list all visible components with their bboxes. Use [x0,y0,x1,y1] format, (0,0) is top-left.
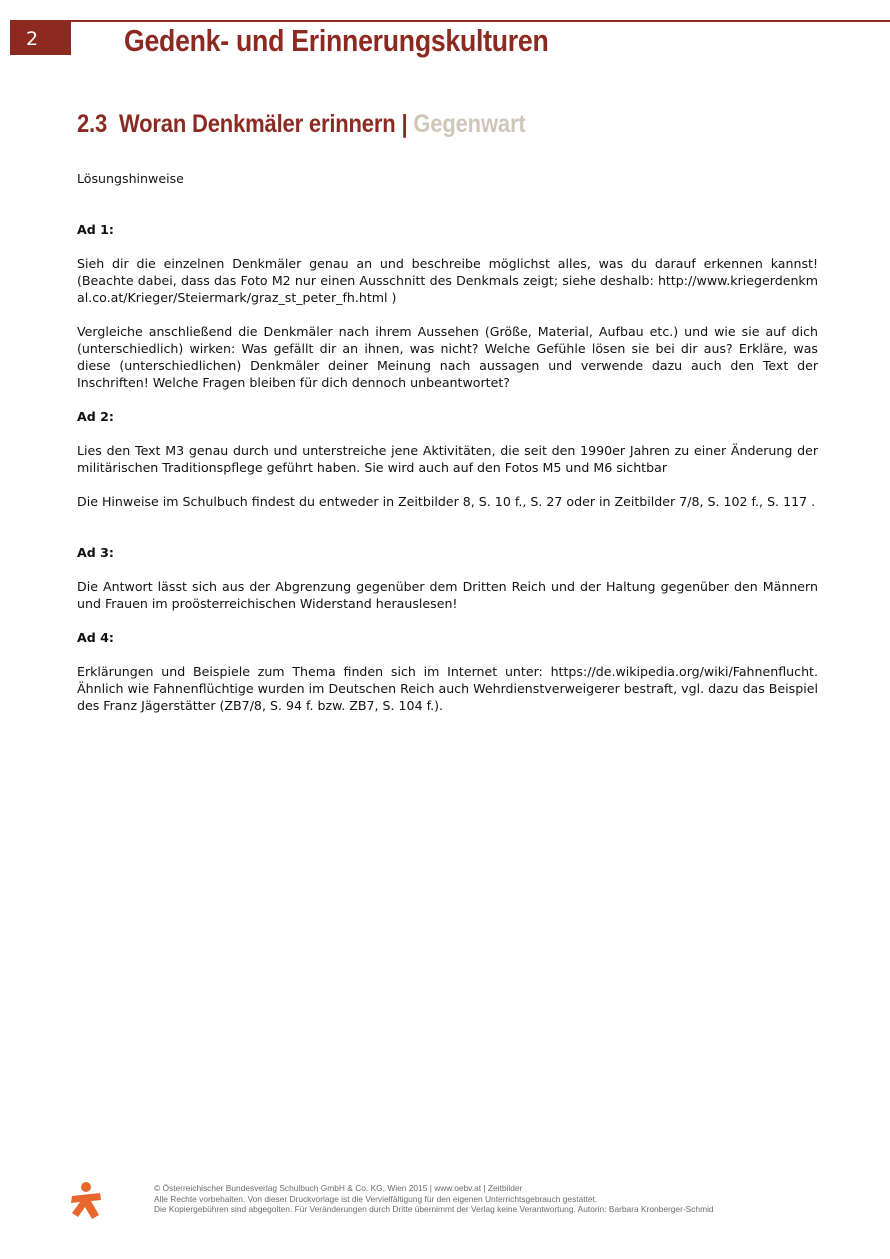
section-separator: | [401,110,408,138]
page-title: Gedenk- und Erinnerungskulturen [124,23,549,58]
footer-copyright [154,1183,714,1215]
section-subtitle: Gegenwart [413,110,526,138]
ad1-heading: Ad 1: [77,222,114,237]
page-number: 2 [10,22,71,55]
footer-line-2: Alle Rechte vorbehalten. Von dieser Druckvorlage ist die Vervielfältigung für den eigenen Unterrichtsgebrauch gestattet. [154,1193,598,1204]
ad2-paragraph-1: Lies den Text M3 genau durch und unterstreiche jene Aktivitäten, die seit den 1990er Jahren zu einer Änderung der militärischen Traditionspflege geführt haben. Sie wird auch auf den Fotos M5 und M6 sichtbar [77,443,818,475]
ad4-heading: Ad 4: [77,630,114,645]
ad2-paragraph-2: Die Hinweise im Schulbuch findest du entweder in Zeitbilder 8, S. 10 f., S. 27 oder in Zeitbilder 7/8, S. 102 f., S. 117 . [77,494,816,509]
ad3-paragraph-1: Die Antwort lässt sich aus der Abgrenzung gegenüber dem Dritten Reich und der Haltung gegenüber den Männern und Frauen im proösterreichischen Widerstand herauslesen! [77,579,818,611]
ad1-paragraph-2: Vergleiche anschließend die Denkmäler nach ihrem Aussehen (Größe, Material, Aufbau etc.) und wie sie auf dich (unterschiedlich) wirken: Was gefällt dir an ihnen, was nicht? Welche Gefühle lösen sie bei dir aus? Erkläre, was diese (unterschiedlichen) Denkmäler deiner Meinung nach aussagen und verwende dazu auch den Text der Inschriften! Welche Fragen bleiben für dich dennoch unbeantwortet? [77,324,818,390]
section-title: Woran Denkmäler erinnern [118,110,396,138]
footer-line-1: © Österreichischer Bundesverlag Schulbuch GmbH & Co. KG, Wien 2015 | www.oebv.at | Zeitbilder [154,1183,523,1193]
ad4-paragraph-1: Erklärungen und Beispiele zum Thema finden sich im Internet unter: https://de.wikipedia.org/wiki/Fahnenflucht. Ähnlich wie Fahnenflüchtige wurden im Deutschen Reich auch Wehrdienstverweigerer bestraft, vgl. dazu das Beispiel des Franz Jägerstätter (ZB7/8, S. 94 f. bzw. ZB7, S. 104 f.). [77,664,818,713]
section-number: 2.3 [77,110,108,138]
ad3-heading: Ad 3: [77,545,114,560]
ad1-paragraph-1 [77,255,818,306]
oebv-logo-icon [66,1181,106,1221]
ad2-heading: Ad 2: [77,409,114,424]
footer-line-3: Die Kopiergebühren sind abgegolten. Für Veränderungen durch Dritte übernimmt der Verlag keine Verantwortung. Autorin: Barbara Kronberger-Schmid [154,1204,714,1214]
document-body [77,170,818,714]
ad1-url-link[interactable]: http://www.kriegerdenkmal.co.at/Krieger/Steiermark/graz_st_peter_fh.html ) [77,273,818,305]
intro-label: Lösungshinweise [77,171,184,186]
ad1-text-1: Sieh dir die einzelnen Denkmäler genau an und beschreibe möglichst alles, was du darauf erkennen kannst! (Beachte dabei, dass das Foto M2 nur einen Ausschnitt des Denkmals zeigt; siehe deshalb: [77,256,818,288]
section-heading [77,109,525,139]
